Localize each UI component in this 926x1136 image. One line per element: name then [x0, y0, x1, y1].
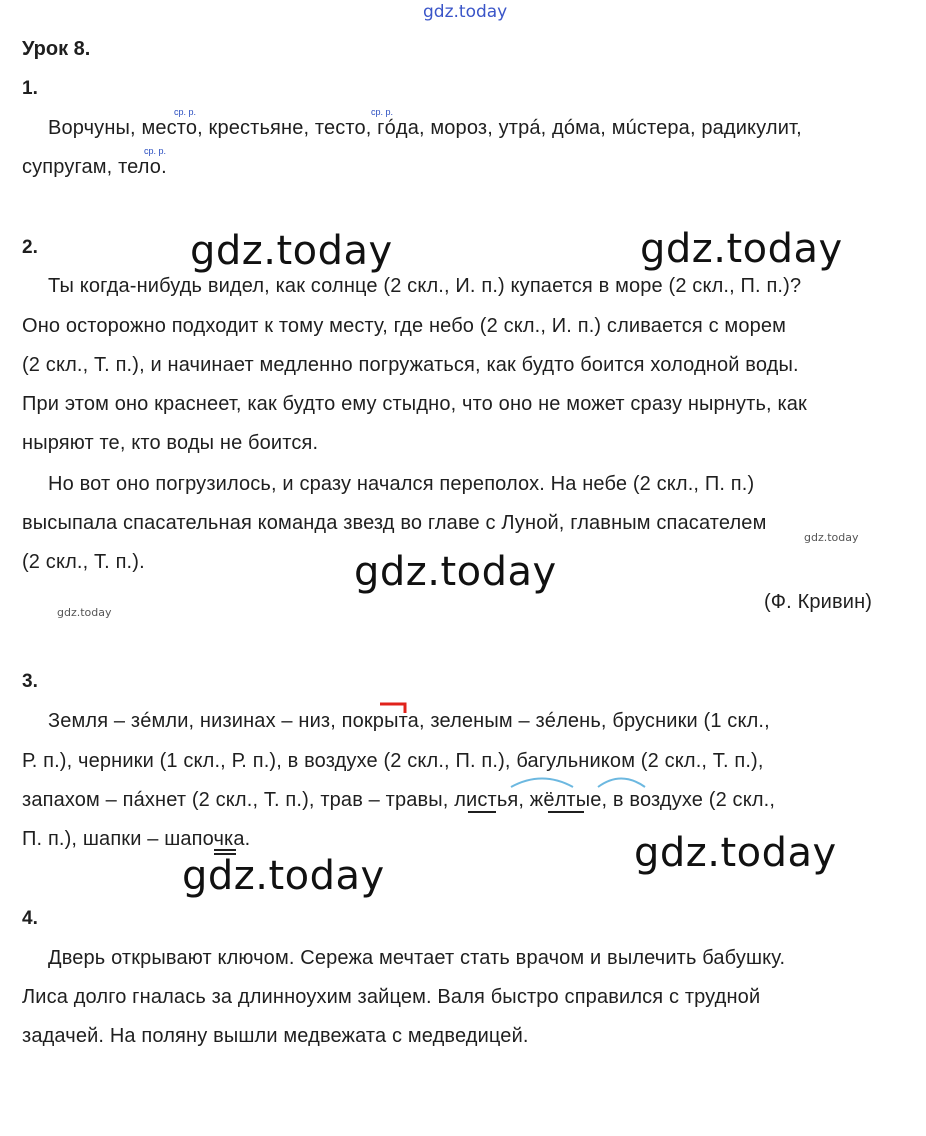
watermark-small: gdz.today	[804, 531, 859, 544]
watermark-big: gdz.today	[640, 226, 843, 272]
task-number: 4.	[22, 908, 38, 929]
gender-mark: ср. р.	[174, 107, 197, 117]
task2-line: Но вот оно погрузилось, и сразу начался переполох. На небе (2 скл., П. п.)	[48, 473, 755, 495]
task3-line: запахом – пáхнет (2 скл., Т. п.), трав – травы, листья, жёлтые, в воздухе (2 скл.,	[22, 789, 776, 811]
watermark-big: gdz.today	[354, 549, 557, 595]
task2-line: При этом оно краснеет, как будто ему стыдно, что оно не может сразу нырнуть, как	[22, 393, 807, 415]
task-number: 1.	[22, 78, 38, 99]
gender-mark: ср. р.	[371, 107, 394, 117]
watermark-small: gdz.today	[57, 606, 112, 619]
prefix-mark	[380, 704, 405, 713]
author-credit: (Ф. Кривин)	[764, 591, 873, 613]
task3-line: Земля – зéмли, низинах – низ, покрыта, зеленым – зéлень, брусники (1 скл.,	[48, 710, 770, 732]
task-number: 3.	[22, 671, 38, 692]
task-number: 2.	[22, 237, 38, 258]
watermark-big: gdz.today	[182, 853, 385, 899]
task2-line: высыпала спасательная команда звезд во главе с Луной, главным спасателем	[22, 512, 767, 534]
watermark-top: gdz.today	[423, 2, 508, 22]
task1-line: Ворчуны, место, крестьяне, тесто, гóда, мороз, утрá, дóма, мúстера, радикулит,	[48, 117, 802, 139]
gender-mark: ср. р.	[144, 146, 167, 156]
task4-line: Дверь открывают ключом. Сережа мечтает стать врачом и вылечить бабушку.	[48, 947, 786, 969]
task2-line: ныряют те, кто воды не боится.	[22, 432, 319, 454]
task2-line: Ты когда-нибудь видел, как солнце (2 скл., И. п.) купается в море (2 скл., П. п.)?	[48, 275, 802, 297]
watermark-big: gdz.today	[634, 830, 837, 876]
task2-line: (2 скл., Т. п.), и начинает медленно погружаться, как будто боится холодной воды.	[22, 354, 799, 376]
task3-line: Р. п.), черники (1 скл., Р. п.), в воздухе (2 скл., П. п.), багульником (2 скл., Т. п.),	[22, 750, 764, 772]
task4-line: задачей. На поляну вышли медвежата с медведицей.	[22, 1025, 529, 1047]
task2-line: (2 скл., Т. п.).	[22, 551, 145, 573]
task3-line: П. п.), шапки – шапочка.	[22, 828, 251, 850]
watermark-big: gdz.today	[190, 228, 393, 274]
task4-line: Лиса долго гналась за длинноухим зайцем. Валя быстро справился с трудной	[22, 986, 761, 1008]
lesson-title: Урок 8.	[22, 38, 91, 60]
root-arc	[511, 779, 573, 788]
task1-line: супругам, тело.	[22, 156, 167, 178]
task2-line: Оно осторожно подходит к тому месту, где небо (2 скл., И. п.) сливается с морем	[22, 315, 787, 337]
root-arc	[598, 779, 645, 788]
